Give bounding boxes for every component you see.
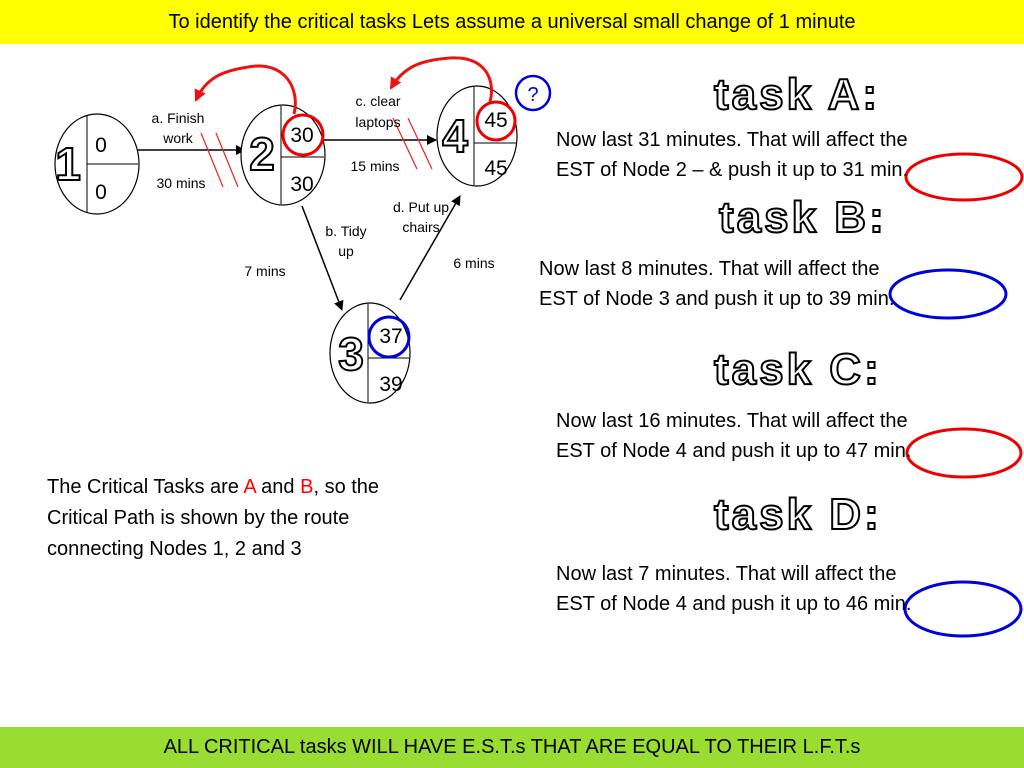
footer-text: ALL CRITICAL tasks WILL HAVE E.S.T.s THAT ARE EQUAL TO THEIR L.F.T.s <box>163 736 861 758</box>
activity-c-label-line1: c. clear <box>355 93 401 109</box>
task-d-description <box>556 559 1016 619</box>
title-text: To identify the critical tasks Lets assume a universal small change of 1 minute <box>168 10 856 33</box>
activity-d-label-line2: chairs <box>402 219 440 235</box>
node-1 <box>55 114 139 214</box>
node-2-lft: 30 <box>290 173 314 196</box>
activity-a-label-line2: work <box>163 130 193 146</box>
node-4-est: 45 <box>484 109 508 132</box>
node-1-est: 0 <box>95 134 107 157</box>
task-a-line2: EST of Node 2 – & push it up to 31 min. <box>556 159 909 181</box>
node-3-id: 3 <box>338 328 364 380</box>
activity-b-label-line2: up <box>338 243 354 259</box>
critical-path-summary <box>47 472 417 565</box>
node-1-lft: 0 <box>95 181 107 204</box>
activity-a-duration: 30 mins <box>156 175 206 191</box>
activity-b-label-line1: b. Tidy <box>325 223 367 239</box>
task-a-heading: task A: <box>714 70 881 119</box>
node-4-id: 4 <box>442 110 468 162</box>
node-1-id: 1 <box>55 138 81 190</box>
activity-d-duration: 6 mins <box>453 255 495 271</box>
summary-part1: The Critical Tasks are <box>47 476 244 498</box>
node-2-est: 30 <box>290 124 314 147</box>
task-b-line2: EST of Node 3 and push it up to 39 min. <box>539 288 895 310</box>
task-b-line1: Now last 8 minutes. That will affect the <box>539 258 880 280</box>
node-3-lft: 39 <box>379 373 403 396</box>
node-2-id: 2 <box>249 128 275 180</box>
activity-d-label-line1: d. Put up <box>392 199 450 215</box>
summary-task-b: B <box>300 476 314 498</box>
node-2 <box>241 105 325 205</box>
activity-b-duration: 7 mins <box>244 263 286 279</box>
node-4 <box>437 86 517 186</box>
activity-a-label-line1: a. Finish <box>151 110 205 126</box>
task-c-line2: EST of Node 4 and push it up to 47 min. <box>556 440 912 462</box>
task-c-heading: task C: <box>714 345 882 394</box>
task-d-heading: task D: <box>714 490 882 539</box>
activity-b-arrow <box>302 206 342 310</box>
footer-banner <box>0 727 1024 768</box>
node-4-lft: 45 <box>484 157 508 180</box>
activity-c-duration: 15 mins <box>350 158 400 174</box>
task-b-heading: task B: <box>719 193 887 242</box>
task-a-line1: Now last 31 minutes. That will affect the <box>556 129 908 151</box>
summary-task-a: A <box>243 476 256 498</box>
task-d-line1: Now last 7 minutes. That will affect the <box>556 563 897 585</box>
task-b-description <box>539 254 1009 314</box>
summary-part2: and <box>255 476 301 498</box>
activity-c-label-line2: laptops <box>355 114 401 130</box>
activity-a-tick-marks <box>201 133 238 187</box>
task-c-line1: Now last 16 minutes. That will affect the <box>556 410 908 432</box>
node-3-est: 37 <box>379 325 403 348</box>
question-mark: ? <box>527 84 539 106</box>
task-c-description <box>556 406 1016 466</box>
summary-part3: , so the Critical Path is shown by the route connecting Nodes 1, 2 and 3 <box>47 476 380 560</box>
task-a-description <box>556 125 1016 185</box>
task-d-line2: EST of Node 4 and push it up to 46 min. <box>556 593 912 615</box>
